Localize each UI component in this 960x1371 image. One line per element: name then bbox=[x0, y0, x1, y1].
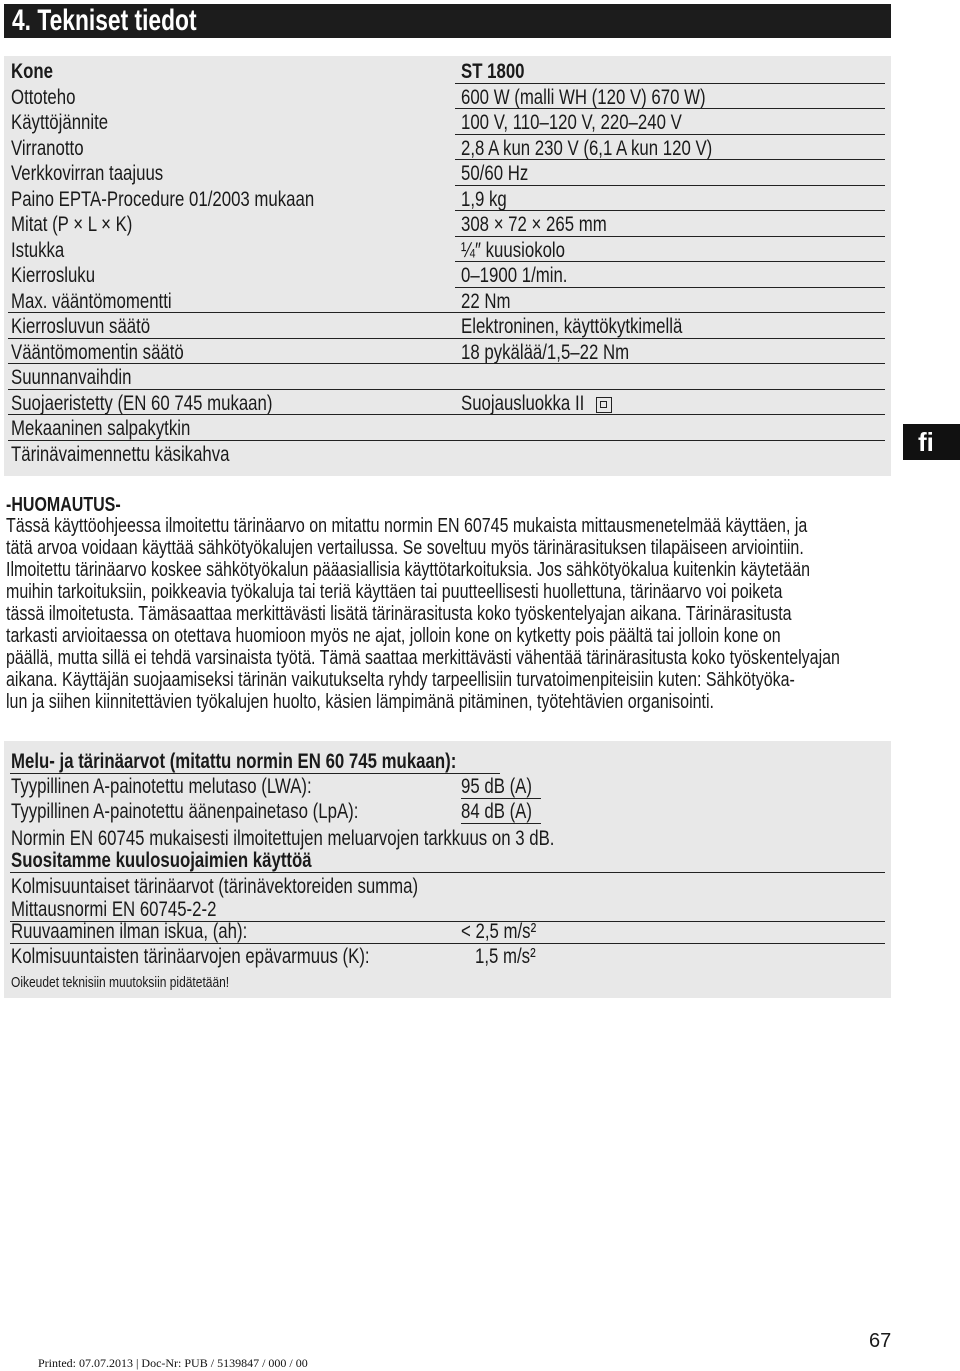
hearing-protection-recommendation: Suositamme kuulosuojaimien käyttöä bbox=[11, 849, 312, 872]
spec-row bbox=[4, 415, 891, 441]
disclaimer: Oikeudet teknisiin muutoksiin pidätetään! bbox=[11, 974, 230, 991]
spec-label: Käyttöjännite bbox=[11, 111, 109, 134]
spec-value: 1,9 kg bbox=[461, 187, 507, 211]
spec-row bbox=[4, 160, 891, 186]
noise-title: Melu- ja tärinäarvot (mitattu normin EN 60 745 mukaan): bbox=[11, 750, 457, 773]
spec-value: Elektroninen, käyttökytkimellä bbox=[461, 315, 683, 338]
spec-row bbox=[4, 339, 891, 365]
note-line: Tässä käyttöohjeessa ilmoitettu tärinäarvo on mitattu normin EN 60745 mukaista mittausmenetelmää käyttäen, ja bbox=[6, 515, 808, 537]
language-tab-fi bbox=[903, 424, 960, 460]
noise-row bbox=[4, 848, 891, 873]
spec-row bbox=[4, 441, 891, 467]
spec-row bbox=[4, 313, 891, 339]
spec-row bbox=[4, 364, 891, 390]
spec-row bbox=[4, 262, 891, 288]
note-line: tarkasti arvioitaessa on otettava huomioon myös ne ajat, jolloin kone on kytketty pois päältä tai jolloin kone on bbox=[6, 625, 781, 647]
noise-row bbox=[4, 799, 891, 824]
noise-row bbox=[4, 971, 891, 996]
spec-label: Paino EPTA-Procedure 01/2003 mukaan bbox=[11, 187, 315, 211]
spec-value-with-symbol bbox=[461, 392, 615, 416]
print-info: Printed: 07.07.2013 | Doc-Nr: PUB / 5139847 / 000 / 00 bbox=[38, 1356, 308, 1370]
k-value: 1,5 m/s² bbox=[475, 945, 536, 968]
noise-row bbox=[4, 944, 891, 969]
spec-label: Virranotto bbox=[11, 136, 84, 160]
spec-label: Suunnanvaihdin bbox=[11, 366, 132, 389]
spec-value: 0–1900 1/min. bbox=[461, 264, 568, 287]
spec-value: 100 V, 110–120 V, 220–240 V bbox=[461, 111, 682, 134]
measurement-norm: Mittausnormi EN 60745-2-2 bbox=[11, 898, 217, 921]
note-line: aikana. Käyttäjän suojaamiseksi tärinän vaikutukselta ryhdy tarpeellisiin turvatoimenpiteisiin kuten: Sähkötyöka- bbox=[6, 669, 795, 691]
lwa-value: 95 dB (A) bbox=[461, 775, 532, 798]
spec-label: Vääntömomentin säätö bbox=[11, 340, 184, 364]
spec-header-value: ST 1800 bbox=[461, 60, 525, 83]
spec-label: Mekaaninen salpakytkin bbox=[11, 417, 191, 440]
spec-value: 22 Nm bbox=[461, 289, 511, 313]
lwa-label: Tyypillinen A-painotettu melutaso (LWA): bbox=[11, 775, 312, 798]
spec-row bbox=[4, 186, 891, 212]
noise-row bbox=[4, 919, 891, 944]
spec-row bbox=[4, 211, 891, 237]
vibration-title: Kolmisuuntaiset tärinäarvot (tärinävektoreiden summa) bbox=[11, 875, 419, 898]
spec-header-row bbox=[4, 58, 891, 84]
spec-value: 2,8 A kun 230 V (6,1 A kun 120 V) bbox=[461, 136, 713, 160]
spec-label: Verkkovirran taajuus bbox=[11, 162, 164, 185]
spec-label: Kierrosluku bbox=[11, 264, 96, 287]
spec-label: Max. vääntömomentti bbox=[11, 289, 172, 313]
noise-row bbox=[4, 774, 891, 799]
spec-row bbox=[4, 135, 891, 161]
class-ii-insulation-icon bbox=[596, 397, 612, 413]
spec-value: 50/60 Hz bbox=[461, 162, 529, 185]
section-title: 4. Tekniset tiedot bbox=[12, 4, 197, 37]
spec-value: 18 pykälää/1,5–22 Nm bbox=[461, 340, 630, 364]
language-code: fi bbox=[918, 427, 934, 457]
spec-value: 600 W (malli WH (120 V) 670 W) bbox=[461, 85, 706, 109]
spec-label: Ottoteho bbox=[11, 85, 76, 109]
note-body bbox=[6, 515, 890, 713]
spec-label: Mitat (P × L × K) bbox=[11, 213, 133, 236]
spec-row bbox=[4, 109, 891, 135]
section-header-bar bbox=[4, 4, 891, 38]
lpa-value: 84 dB (A) bbox=[461, 800, 532, 823]
ah-label: Ruuvaaminen ilman iskua, (ah): bbox=[11, 920, 248, 943]
noise-accuracy: Normin EN 60745 mukaisesti ilmoitettujen meluarvojen tarkkuus on 3 dB. bbox=[11, 827, 555, 850]
note-line: muihin tarkoituksiin, poikkeavia työkaluja tai teriä käyttäen tai puutteellisesti huollettuna, tärinäarvo voi poiketa bbox=[6, 581, 783, 603]
k-label: Kolmisuuntaisten tärinäarvojen epävarmuus (K): bbox=[11, 945, 370, 968]
note-line: tässä ilmoitetusta. Tämäsaattaa merkittävästi lisätä tärinärasitusta koko työskentelyajan aikana. Tärinärasitusta bbox=[6, 603, 792, 625]
spec-value: Suojausluokka II bbox=[461, 391, 585, 415]
ah-value: < 2,5 m/s² bbox=[461, 920, 537, 943]
page-number: 67 bbox=[869, 1330, 892, 1352]
spec-label: Kierrosluvun säätö bbox=[11, 315, 151, 338]
note-line: Ilmoitettu tärinäarvo koskee sähkötyökalun pääasiallisia käyttötarkoituksia. Jos sähkötyökalua kuitenkin käytetään bbox=[6, 559, 810, 581]
spec-value: 308 × 72 × 265 mm bbox=[461, 213, 607, 236]
row-rule bbox=[461, 823, 541, 824]
spec-value: ¼″ kuusiokolo bbox=[461, 238, 566, 262]
lpa-label: Tyypillinen A-painotettu äänenpainetaso (LpA): bbox=[11, 800, 359, 823]
noise-row bbox=[4, 874, 891, 899]
spec-label: Istukka bbox=[11, 238, 65, 262]
note-title: -HUOMAUTUS- bbox=[6, 494, 121, 516]
spec-header-label: Kone bbox=[11, 60, 53, 83]
spec-label: Suojaeristetty (EN 60 745 mukaan) bbox=[11, 391, 273, 415]
note-line: päällä, mutta sillä ei tehdä varsinaista työtä. Tämä saattaa merkittävästi vähentää tärinärasitusta koko työskentelyajan bbox=[6, 647, 840, 669]
spec-row bbox=[4, 390, 891, 416]
spec-table bbox=[4, 56, 891, 476]
spec-row bbox=[4, 288, 891, 314]
noise-title-row bbox=[4, 749, 891, 774]
noise-vibration-panel bbox=[4, 741, 891, 998]
row-rule bbox=[10, 872, 885, 873]
spec-row bbox=[4, 84, 891, 110]
note-line: tätä arvoa voidaan käyttää sähkötyökalujen vertailussa. Se soveltuu myös tärinärasituksen tilapäiseen arviointiin. bbox=[6, 537, 804, 559]
spec-label: Tärinävaimennettu käsikahva bbox=[11, 442, 230, 466]
spec-row bbox=[4, 237, 891, 263]
note-line: lun ja siihen kiinnitettävien työkalujen huolto, käsien lämpimänä pitäminen, työtehtävien organisointi. bbox=[6, 691, 714, 713]
